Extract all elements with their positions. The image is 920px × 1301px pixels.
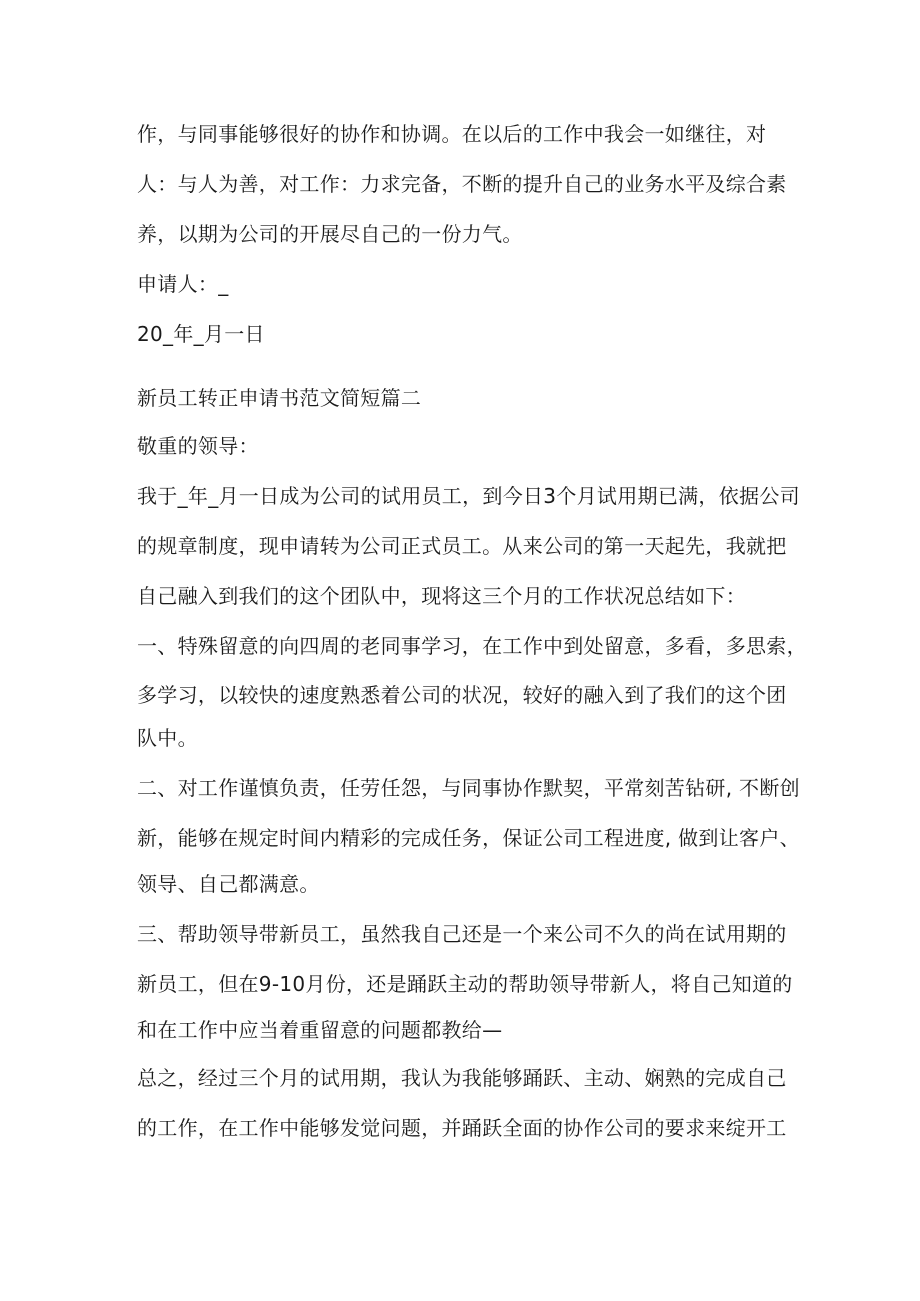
text-line: 我于_年_月一日成为公司的试用员工，到今日3个月试用期已满，依据公司 [137,484,800,508]
text-line: 新员工，但在9-10月份，还是踊跃主动的帮助领导带新人，将自己知道的 [137,972,793,996]
applicant-signature-line: 申请人：_ [137,272,229,296]
date-line: 20_年_月一日 [137,322,265,346]
text-line: 的规章制度，现申请转为公司正式员工。从来公司的第一天起先，我就把 [137,534,787,558]
text-line: 总之，经过三个月的试用期，我认为我能够踊跃、主动、娴熟的完成自己 [137,1066,787,1090]
text-line: 人：与人为善，对工作：力求完备，不断的提升自己的业务水平及综合素 [137,172,787,196]
text-line: 作，与同事能够很好的协作和协调。在以后的工作中我会一如继往，对 [137,122,767,146]
text-line: 二、对工作谨慎负责，任劳任怨，与同事协作默契，平常刻苦钻研, 不断创 [137,776,800,800]
text-line: 一、特殊留意的向四周的老同事学习，在工作中到处留意，多看，多思索， [137,634,807,658]
text-line: 和在工作中应当着重留意的问题都教给— [137,1018,503,1042]
salutation: 敬重的领导： [137,434,259,458]
section-title: 新员工转正申请书范文简短篇二 [137,386,422,410]
text-line: 养，以期为公司的开展尽自己的一份力气。 [137,222,523,246]
text-line: 多学习，以较快的速度熟悉着公司的状况，较好的融入到了我们的这个团 [137,683,787,707]
text-line: 的工作，在工作中能够发觉问题，并踊跃全面的协作公司的要求来绽开工 [137,1116,787,1140]
text-line: 三、帮助领导带新员工，虽然我自己还是一个来公司不久的尚在试用期的 [137,922,787,946]
text-line: 领导、自己都满意。 [137,872,320,896]
text-line: 自己融入到我们的这个团队中，现将这三个月的工作状况总结如下： [137,584,746,608]
text-line: 新，能够在规定时间内精彩的完成任务，保证公司工程进度, 做到让客户、 [137,826,800,850]
text-line: 队中。 [137,726,198,750]
